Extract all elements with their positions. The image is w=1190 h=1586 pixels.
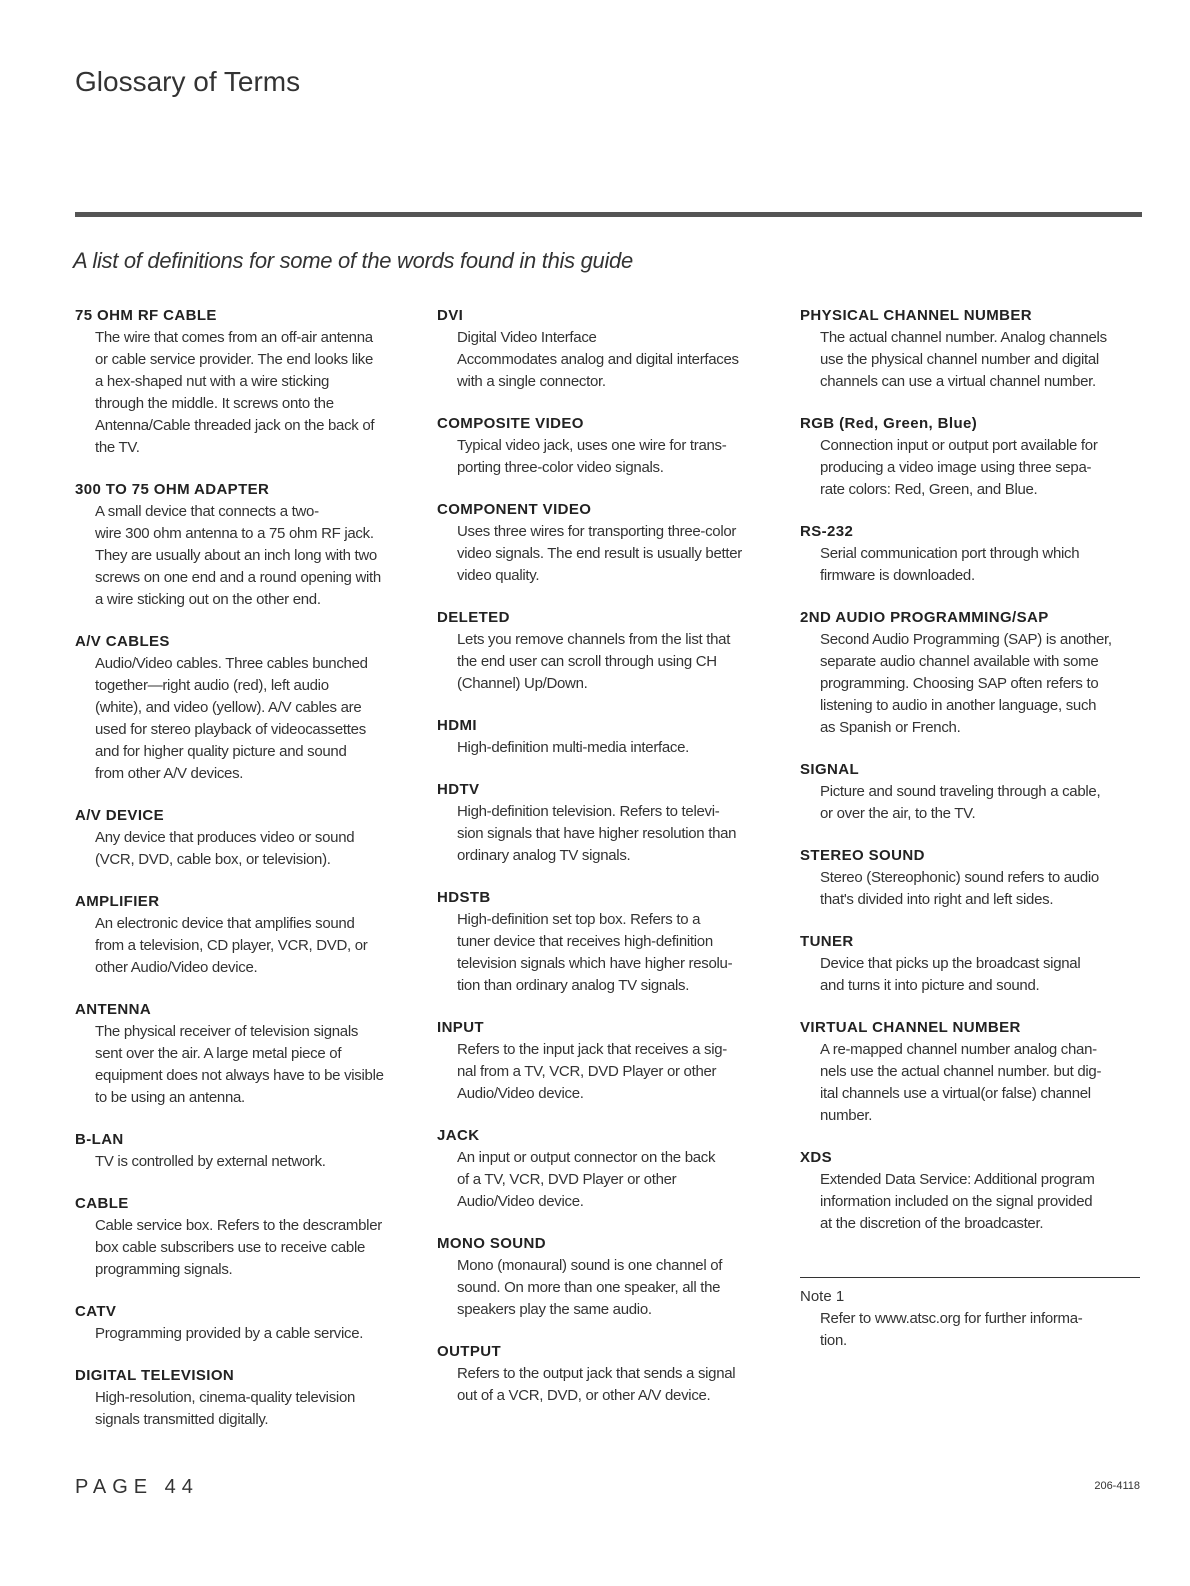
glossary-definition-line: porting three-color video signals. xyxy=(457,459,664,476)
glossary-definition-line: Typical video jack, uses one wire for trans- xyxy=(457,437,727,454)
glossary-term: A/V DEVICE xyxy=(75,807,165,824)
glossary-definition-line: nels use the actual channel number. but dig- xyxy=(820,1063,1102,1080)
glossary-term: HDSTB xyxy=(437,889,491,906)
glossary-definition-line: Refers to the input jack that receives a sig- xyxy=(457,1041,727,1058)
glossary-term: VIRTUAL CHANNEL NUMBER xyxy=(800,1019,1021,1036)
glossary-entry xyxy=(800,521,1150,587)
glossary-definition-line: Picture and sound traveling through a cable, xyxy=(820,783,1101,800)
page-title: Glossary of Terms xyxy=(75,66,301,97)
glossary-definition-line: listening to audio in another language, such xyxy=(820,697,1097,714)
note-text-line: Refer to www.atsc.org for further informa- xyxy=(820,1310,1083,1327)
glossary-entry xyxy=(800,845,1150,911)
glossary-entry xyxy=(437,305,787,393)
glossary-term: CABLE xyxy=(75,1195,129,1212)
glossary-definition-line: Extended Data Service: Additional program xyxy=(820,1171,1095,1188)
glossary-entry xyxy=(800,931,1150,997)
glossary-entry xyxy=(437,715,787,759)
note-label: Note 1 xyxy=(800,1288,845,1305)
glossary-definition-line: sent over the air. A large metal piece of xyxy=(95,1045,342,1062)
glossary-definition-line: from other A/V devices. xyxy=(95,765,244,782)
glossary-definition-line: signals transmitted digitally. xyxy=(95,1411,269,1428)
glossary-definition-line: through the middle. It screws onto the xyxy=(95,395,334,412)
glossary-column-3 xyxy=(800,305,1150,1352)
glossary-definition-line: Programming provided by a cable service. xyxy=(95,1325,364,1342)
glossary-term: DELETED xyxy=(437,609,510,626)
glossary-term: 75 OHM RF CABLE xyxy=(75,307,217,324)
glossary-term: HDTV xyxy=(437,781,480,798)
glossary-definition-line: High-definition television. Refers to televi- xyxy=(457,803,720,820)
glossary-definition-line: number. xyxy=(820,1107,873,1124)
glossary-term: DVI xyxy=(437,307,464,324)
glossary-entry xyxy=(800,607,1150,739)
note-text-line: tion. xyxy=(820,1332,847,1349)
glossary-definition-line: They are usually about an inch long with two xyxy=(95,547,377,564)
glossary-definition-line: the end user can scroll through using CH xyxy=(457,653,717,670)
glossary-entry xyxy=(75,479,425,611)
glossary-definition-line: Digital Video Interface xyxy=(457,329,597,346)
glossary-definition-line: (VCR, DVD, cable box, or television). xyxy=(95,851,331,868)
glossary-definition-line: wire 300 ohm antenna to a 75 ohm RF jack. xyxy=(95,525,374,542)
glossary-definition-line: speakers play the same audio. xyxy=(457,1301,652,1318)
glossary-definition-line: or cable service provider. The end looks like xyxy=(95,351,374,368)
glossary-term: STEREO SOUND xyxy=(800,847,925,864)
glossary-entry xyxy=(437,413,787,479)
glossary-term: CATV xyxy=(75,1303,117,1320)
glossary-term: SIGNAL xyxy=(800,761,860,778)
header-rule xyxy=(75,212,1142,217)
glossary-definition-line: Audio/Video device. xyxy=(457,1085,584,1102)
glossary-definition-line: video quality. xyxy=(457,567,540,584)
glossary-definition-line: Audio/Video cables. Three cables bunched xyxy=(95,655,368,672)
glossary-definition-line: ital channels use a virtual(or false) channel xyxy=(820,1085,1091,1102)
glossary-term: ANTENNA xyxy=(75,1001,152,1018)
glossary-definition-line: Audio/Video device. xyxy=(457,1193,584,1210)
glossary-entry xyxy=(800,759,1150,825)
glossary-definition-line: An input or output connector on the back xyxy=(457,1149,716,1166)
glossary-term: RGB (Red, Green, Blue) xyxy=(800,415,978,432)
glossary-definition-line: Uses three wires for transporting three-color xyxy=(457,523,737,540)
glossary-definition-line: channels can use a virtual channel number. xyxy=(820,373,1096,390)
glossary-definition-line: Connection input or output port available for xyxy=(820,437,1098,454)
glossary-term: PHYSICAL CHANNEL NUMBER xyxy=(800,307,1032,324)
glossary-term: COMPONENT VIDEO xyxy=(437,501,592,518)
glossary-term: HDMI xyxy=(437,717,477,734)
glossary-definition-line: The physical receiver of television signals xyxy=(95,1023,359,1040)
glossary-definition-line: Serial communication port through which xyxy=(820,545,1080,562)
glossary-definition-line: as Spanish or French. xyxy=(820,719,961,736)
glossary-definition-line: programming. Choosing SAP often refers to xyxy=(820,675,1099,692)
glossary-definition-line: use the physical channel number and digital xyxy=(820,351,1099,368)
glossary-definition-line: nal from a TV, VCR, DVD Player or other xyxy=(457,1063,717,1080)
glossary-entry xyxy=(75,891,425,979)
page-subtitle: A list of definitions for some of the words found in this guide xyxy=(73,248,633,273)
glossary-entry xyxy=(75,1193,425,1281)
glossary-definition-line: equipment does not always have to be visible xyxy=(95,1067,384,1084)
glossary-entry xyxy=(75,1129,425,1173)
glossary-entry xyxy=(75,999,425,1109)
glossary-entry xyxy=(75,631,425,785)
glossary-column-2 xyxy=(437,305,787,1427)
glossary-entry xyxy=(800,413,1150,501)
glossary-definition-line: The actual channel number. Analog channels xyxy=(820,329,1107,346)
glossary-entry xyxy=(800,1017,1150,1127)
glossary-entry xyxy=(437,887,787,997)
glossary-definition-line: with a single connector. xyxy=(457,373,606,390)
glossary-definition-line: Stereo (Stereophonic) sound refers to audio xyxy=(820,869,1099,886)
glossary-definition-line: rate colors: Red, Green, and Blue. xyxy=(820,481,1038,498)
glossary-definition-line: other Audio/Video device. xyxy=(95,959,258,976)
glossary-term: TUNER xyxy=(800,933,854,950)
glossary-entry xyxy=(75,1365,425,1431)
note-rule xyxy=(800,1277,1140,1278)
glossary-term: A/V CABLES xyxy=(75,633,170,650)
glossary-entry xyxy=(437,1341,787,1407)
glossary-definition-line: Lets you remove channels from the list that xyxy=(457,631,731,648)
glossary-term: DIGITAL TELEVISION xyxy=(75,1367,235,1384)
glossary-term: XDS xyxy=(800,1149,833,1166)
glossary-definition-line: at the discretion of the broadcaster. xyxy=(820,1215,1044,1232)
glossary-entry xyxy=(437,1233,787,1321)
glossary-entry xyxy=(437,607,787,695)
glossary-definition-line: Accommodates analog and digital interfaces xyxy=(457,351,739,368)
glossary-term: RS-232 xyxy=(800,523,854,540)
glossary-definition-line: A small device that connects a two- xyxy=(95,503,319,520)
glossary-entry xyxy=(437,499,787,587)
glossary-definition-line: Mono (monaural) sound is one channel of xyxy=(457,1257,723,1274)
glossary-term: INPUT xyxy=(437,1019,484,1036)
glossary-definition-line: (white), and video (yellow). A/V cables are xyxy=(95,699,362,716)
glossary-definition-line: television signals which have higher resolu- xyxy=(457,955,733,972)
glossary-definition-line: Antenna/Cable threaded jack on the back of xyxy=(95,417,375,434)
glossary-term: 2ND AUDIO PROGRAMMING/SAP xyxy=(800,609,1049,626)
glossary-term: AMPLIFIER xyxy=(75,893,160,910)
glossary-definition-line: TV is controlled by external network. xyxy=(95,1153,326,1170)
glossary-definition-line: used for stereo playback of videocassettes xyxy=(95,721,366,738)
glossary-definition-line: information included on the signal provided xyxy=(820,1193,1093,1210)
glossary-definition-line: separate audio channel available with some xyxy=(820,653,1099,670)
glossary-definition-line: out of a VCR, DVD, or other A/V device. xyxy=(457,1387,711,1404)
document-code: 206-4118 xyxy=(1094,1480,1140,1492)
glossary-entry xyxy=(75,1301,425,1345)
glossary-definition-line: a hex-shaped nut with a wire sticking xyxy=(95,373,330,390)
glossary-entry xyxy=(437,1017,787,1105)
glossary-definition-line: a wire sticking out on the other end. xyxy=(95,591,321,608)
glossary-definition-line: firmware is downloaded. xyxy=(820,567,975,584)
page-number: PAGE 44 xyxy=(75,1476,199,1498)
glossary-definition-line: (Channel) Up/Down. xyxy=(457,675,588,692)
glossary-definition-line: together—right audio (red), left audio xyxy=(95,677,329,694)
glossary-term: JACK xyxy=(437,1127,480,1144)
glossary-definition-line: box cable subscribers use to receive cable xyxy=(95,1239,366,1256)
glossary-term: MONO SOUND xyxy=(437,1235,546,1252)
glossary-entry xyxy=(437,1125,787,1213)
glossary-definition-line: ordinary analog TV signals. xyxy=(457,847,631,864)
glossary-definition-line: sion signals that have higher resolution than xyxy=(457,825,737,842)
glossary-definition-line: Any device that produces video or sound xyxy=(95,829,355,846)
glossary-definition-line: of a TV, VCR, DVD Player or other xyxy=(457,1171,677,1188)
glossary-definition-line: A re-mapped channel number analog chan- xyxy=(820,1041,1097,1058)
glossary-definition-line: and for higher quality picture and sound xyxy=(95,743,347,760)
glossary-definition-line: High-definition multi-media interface. xyxy=(457,739,690,756)
glossary-definition-line: programming signals. xyxy=(95,1261,233,1278)
glossary-definition-line: High-definition set top box. Refers to a xyxy=(457,911,701,928)
glossary-entry xyxy=(75,805,425,871)
glossary-term: B-LAN xyxy=(75,1131,124,1148)
glossary-definition-line: to be using an antenna. xyxy=(95,1089,245,1106)
glossary-entry xyxy=(437,779,787,867)
glossary-definition-line: High-resolution, cinema-quality television xyxy=(95,1389,356,1406)
glossary-term: COMPOSITE VIDEO xyxy=(437,415,584,432)
glossary-definition-line: An electronic device that amplifies sound xyxy=(95,915,355,932)
glossary-definition-line: or over the air, to the TV. xyxy=(820,805,976,822)
glossary-definition-line: the TV. xyxy=(95,439,140,456)
glossary-definition-line: Cable service box. Refers to the descrambler xyxy=(95,1217,382,1234)
glossary-entry xyxy=(800,305,1150,393)
glossary-definition-line: Device that picks up the broadcast signal xyxy=(820,955,1081,972)
glossary-entry xyxy=(75,305,425,459)
glossary-definition-line: tion than ordinary analog TV signals. xyxy=(457,977,690,994)
glossary-column-1 xyxy=(75,305,425,1451)
glossary-definition-line: video signals. The end result is usually better xyxy=(457,545,742,562)
glossary-definition-line: tuner device that receives high-definition xyxy=(457,933,713,950)
glossary-definition-line: sound. On more than one speaker, all the xyxy=(457,1279,721,1296)
glossary-definition-line: Second Audio Programming (SAP) is another, xyxy=(820,631,1112,648)
glossary-definition-line: from a television, CD player, VCR, DVD, or xyxy=(95,937,368,954)
glossary-term: 300 TO 75 OHM ADAPTER xyxy=(75,481,270,498)
glossary-definition-line: screws on one end and a round opening with xyxy=(95,569,381,586)
glossary-definition-line: producing a video image using three sepa- xyxy=(820,459,1092,476)
glossary-definition-line: Refers to the output jack that sends a signal xyxy=(457,1365,736,1382)
glossary-definition-line: The wire that comes from an off-air antenna xyxy=(95,329,373,346)
glossary-definition-line: that's divided into right and left sides. xyxy=(820,891,1054,908)
glossary-term: OUTPUT xyxy=(437,1343,502,1360)
glossary-entry xyxy=(800,1147,1150,1235)
glossary-definition-line: and turns it into picture and sound. xyxy=(820,977,1040,994)
